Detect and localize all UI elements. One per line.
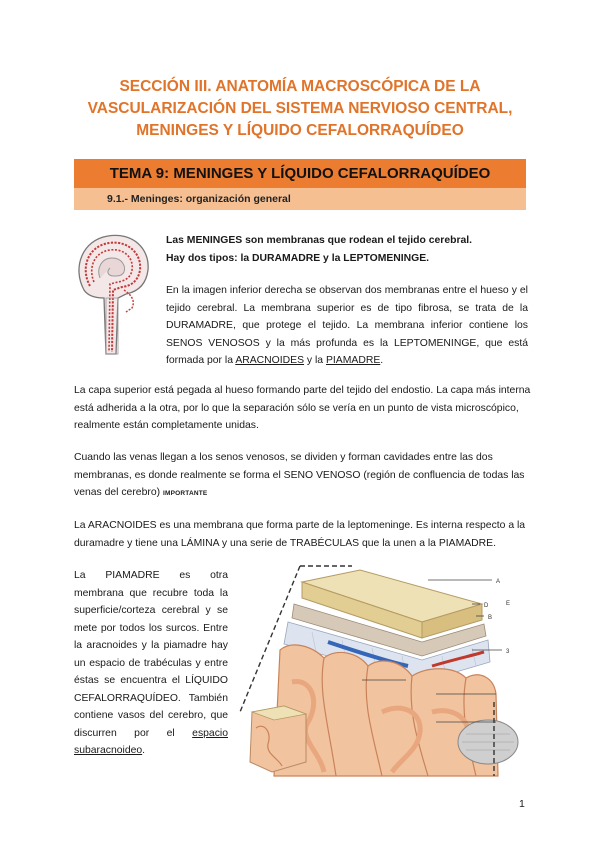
section-title-line: MENINGES Y LÍQUIDO CEFALORRAQUÍDEO — [136, 122, 464, 139]
intro-line: Las MENINGES son membranas que rodean el tejido cerebral. — [166, 235, 473, 246]
tema-heading: TEMA 9: MENINGES Y LÍQUIDO CEFALORRAQUÍDEO — [74, 159, 526, 188]
paragraph-text: En la imagen inferior derecha se observan dos membranas entre el hueso y el tejido cerebral. La membrana superior es de tipo fibrosa, se trata de la DURAMADRE, que protege el tejido. La membrana inferior contiene los SENOS VENOSOS y la más profunda es la LEPTOMENINGE, que está formada por la — [166, 285, 528, 366]
section-title-line: VASCULARIZACIÓN DEL SISTEMA NERVIOSO CENTRAL, — [87, 100, 513, 117]
paragraph-senos — [74, 449, 532, 503]
paragraph-aracnoides: La ARACNOIDES es una membrana que forma parte de la leptomeninge. Es interna respecto a la duramadre y tiene una LÁMINA y una serie de TRABÉCULAS que la unen a la PIAMADRE. — [74, 520, 526, 549]
paragraph-piamadre — [74, 567, 228, 760]
paragraph-text: La PIAMADRE es otra membrana que recubre toda la superficie/corteza cerebral y se mete por todos los surcos. Entre la aracnoides y la piamadre hay un espacio de trabéculas y entre éstas se encuentra el LÍQUIDO CEFALORRAQUÍDEO. También contiene vasos del cerebro, que discurren por el — [74, 570, 228, 739]
intro-line: Hay dos tipos: la DURAMADRE y la LEPTOMENINGE. — [166, 252, 430, 264]
meninges-section-figure — [232, 562, 532, 780]
subarachnoid-link: espacio subaracnoideo — [74, 727, 228, 756]
subtema-heading: 9.1.- Meninges: organización general — [74, 188, 526, 210]
paragraph-text: . — [142, 745, 146, 756]
paragraph-text: Cuando las venas llegan a los senos venosos, se dividen y forman cavidades entre las dos membranas, es donde realmente se forma el SENO VENOSO (región de confluencia de todas las venas del cerebro) — [74, 452, 525, 498]
paragraph-duramadre — [166, 282, 528, 370]
figure-label: E — [506, 601, 511, 607]
figure-label: B — [488, 615, 493, 621]
piamadre-term: PIAMADRE — [325, 355, 381, 366]
figure-label: D — [484, 603, 489, 609]
intro-text — [166, 232, 528, 267]
figure-label: A — [496, 579, 501, 585]
paragraph-text: . — [380, 355, 384, 366]
paragraph-capas: La capa superior está pegada al hueso formando parte del tejido del endostio. La capa más interna está adherida a la otra, por lo que la separación sólo se vería en un punto de vista microscópico, realmente están completamente unidas. — [74, 385, 531, 431]
paragraph-text: y la — [304, 355, 326, 366]
important-tag: IMPORTANTE — [162, 490, 208, 497]
page-number: 1 — [519, 798, 525, 810]
aracnoides-term: ARACNOIDES — [235, 355, 305, 366]
figure-label: 3 — [506, 649, 510, 655]
section-title — [60, 76, 540, 142]
section-title-line: SECCIÓN III. ANATOMÍA MACROSCÓPICA DE LA — [119, 78, 481, 95]
brain-meninges-illustration — [66, 228, 156, 358]
